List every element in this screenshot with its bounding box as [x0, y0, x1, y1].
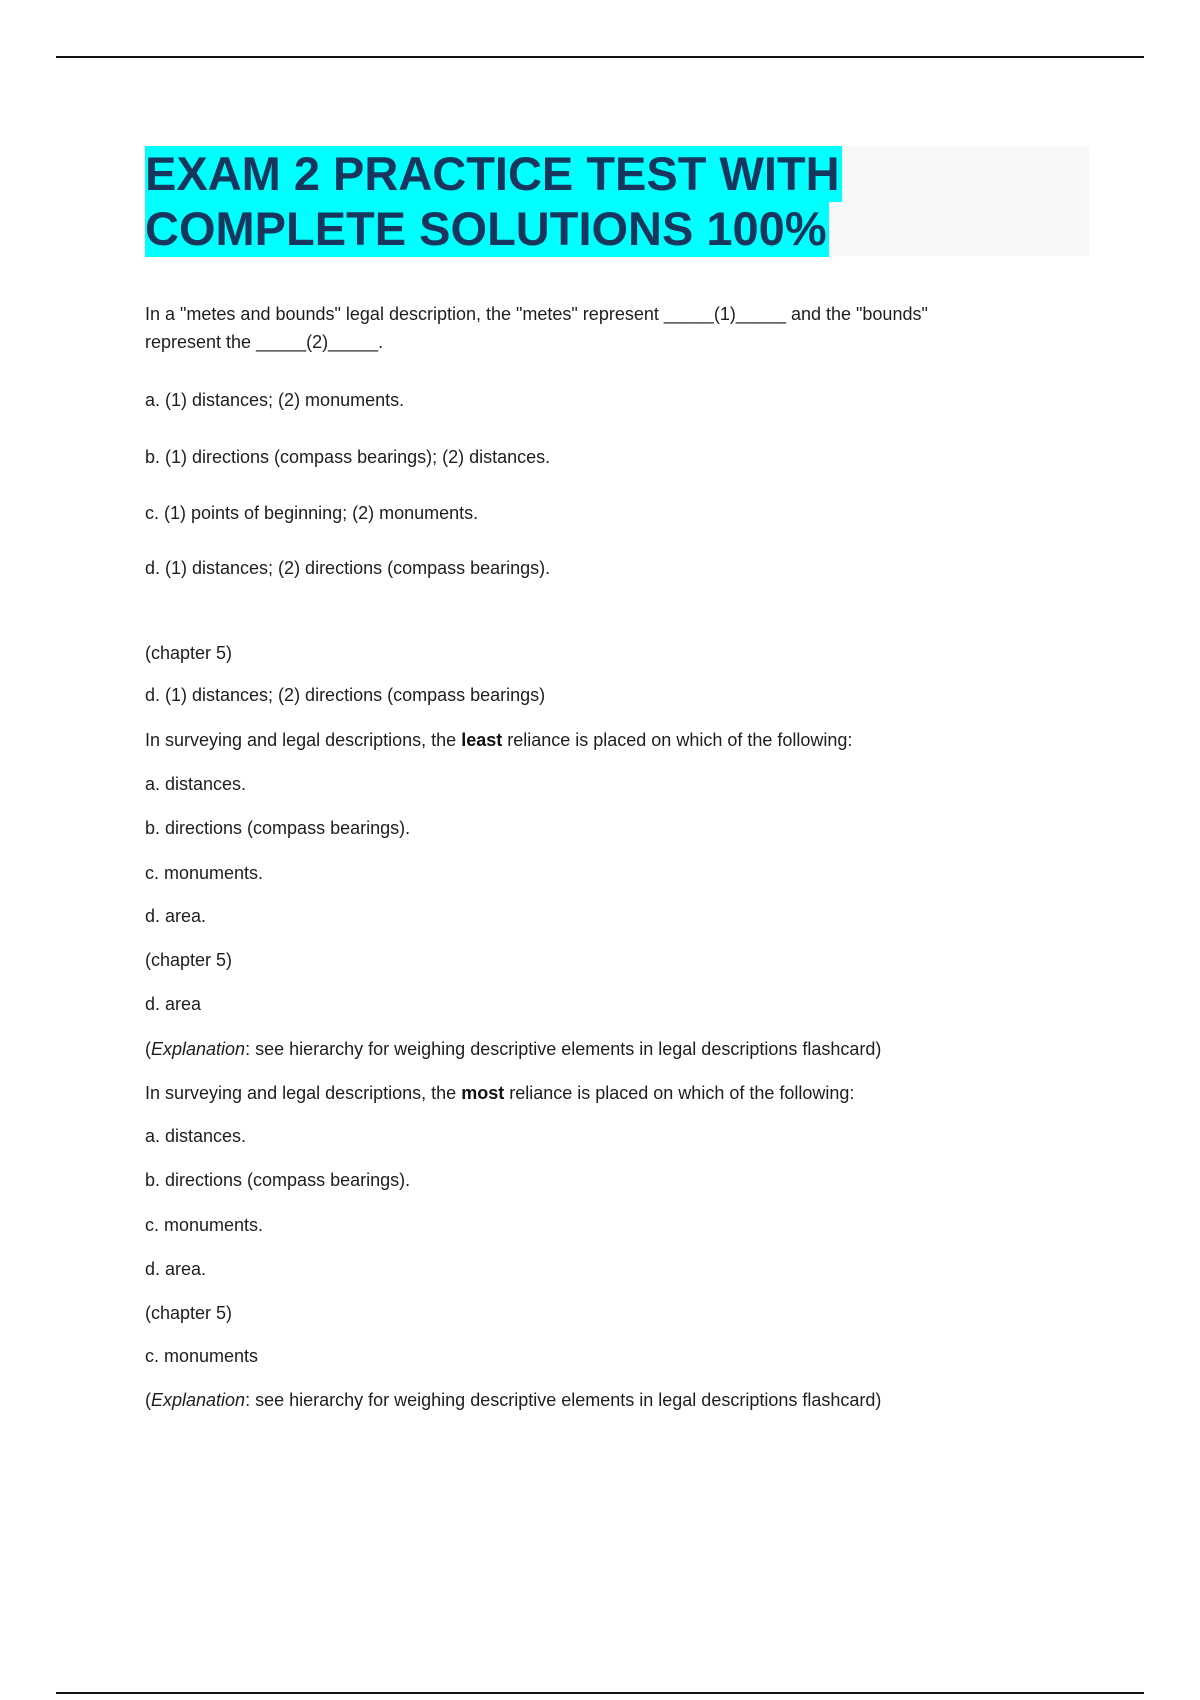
q3-stem-after: reliance is placed on which of the following: [504, 1083, 855, 1103]
q2-option-d: d. area. [145, 906, 207, 926]
q3-answer: c. monuments [145, 1346, 259, 1366]
q3-stem [145, 1079, 854, 1107]
q2-stem-after: reliance is placed on which of the following: [502, 730, 853, 750]
q1-answer: d. (1) distances; (2) directions (compass bearings) [145, 685, 546, 705]
q3-explanation [145, 1386, 881, 1414]
q1-option-d: d. (1) distances; (2) directions (compass bearings). [145, 558, 551, 578]
q2-option-c: c. monuments. [145, 863, 264, 883]
q2-explanation [145, 1035, 881, 1063]
q3-stem-bold: most [461, 1083, 505, 1103]
q1-chapter: (chapter 5) [145, 643, 233, 663]
document-title [145, 146, 1089, 256]
q3-chapter: (chapter 5) [145, 1303, 233, 1323]
q3-explanation-text: : see hierarchy for weighing descriptive elements in legal descriptions flashcard) [245, 1390, 882, 1410]
q3-explanation-open: ( [145, 1390, 151, 1410]
q1-option-a: a. (1) distances; (2) monuments. [145, 390, 405, 410]
q2-chapter: (chapter 5) [145, 950, 233, 970]
q2-stem [145, 726, 852, 754]
q3-option-b: b. directions (compass bearings). [145, 1170, 411, 1190]
q3-stem-before: In surveying and legal descriptions, the [145, 1083, 462, 1103]
q2-stem-before: In surveying and legal descriptions, the [145, 730, 462, 750]
q2-option-a: a. distances. [145, 774, 247, 794]
q2-answer: d. area [145, 994, 202, 1014]
q1-option-b: b. (1) directions (compass bearings); (2) distances. [145, 447, 551, 467]
page-bottom-rule [56, 1692, 1144, 1694]
q3-option-a: a. distances. [145, 1126, 247, 1146]
title-line-2: COMPLETE SOLUTIONS 100% [145, 202, 827, 255]
q2-explanation-text: : see hierarchy for weighing descriptive elements in legal descriptions flashcard) [245, 1039, 882, 1059]
page-top-rule [56, 56, 1144, 58]
q3-option-d: d. area. [145, 1259, 207, 1279]
q3-option-c: c. monuments. [145, 1215, 264, 1235]
q2-explanation-open: ( [145, 1039, 151, 1059]
title-line-1: EXAM 2 PRACTICE TEST WITH [145, 147, 840, 200]
q1-option-c: c. (1) points of beginning; (2) monuments. [145, 503, 479, 523]
q2-option-b: b. directions (compass bearings). [145, 818, 411, 838]
q2-explanation-label: Explanation [151, 1039, 246, 1059]
q3-explanation-label: Explanation [151, 1390, 246, 1410]
q2-stem-bold: least [461, 730, 503, 750]
q1-stem: In a "metes and bounds" legal description, the "metes" represent _____(1)_____ and the "bounds" represent the _____(2)_____. [145, 304, 928, 352]
